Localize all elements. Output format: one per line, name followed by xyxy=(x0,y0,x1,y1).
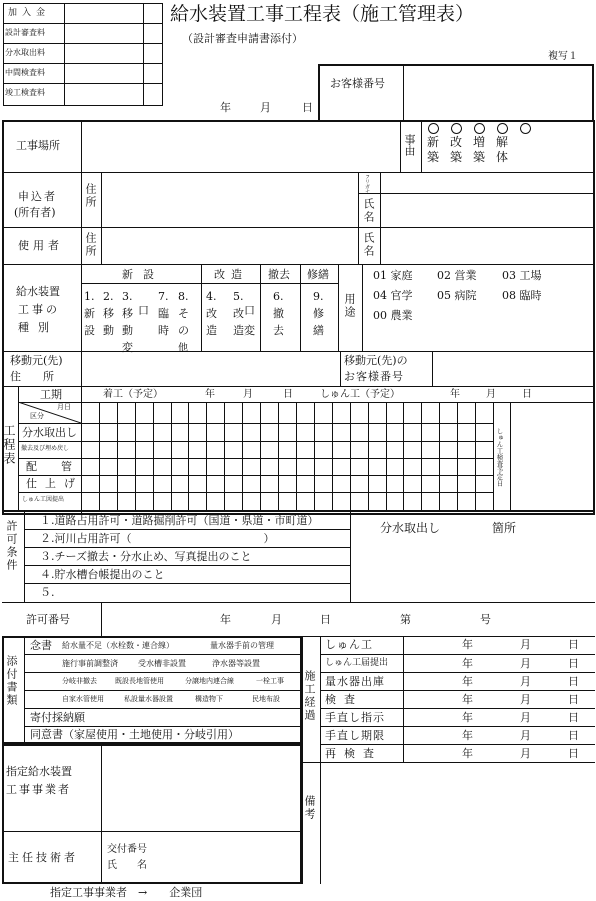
permit-number-month: 月 xyxy=(271,613,282,626)
schedule-grid-line xyxy=(439,402,440,510)
progress-row-day: 日 xyxy=(568,728,579,742)
progress-row-year: 年 xyxy=(462,656,473,670)
radio-icon xyxy=(497,123,508,134)
reason-option-new[interactable]: 新 築 xyxy=(424,123,446,169)
reason-options xyxy=(424,123,544,169)
progress-row[interactable] xyxy=(320,726,595,744)
header-year: 年 xyxy=(220,101,231,114)
schedule-section-header: 区分 xyxy=(30,412,44,420)
schedule-start-year: 年 xyxy=(205,389,215,400)
radio-icon xyxy=(474,123,485,134)
branch-count-unit: 箇所 xyxy=(492,521,517,535)
type-item-8[interactable]: 8. そ の 他 xyxy=(178,290,189,354)
type-label-3: 種別 xyxy=(18,321,58,334)
schedule-row-drawing: しゅん工図提出 xyxy=(22,496,65,503)
schedule-completion-label: しゅん工（予定） xyxy=(320,389,400,400)
applicant-address-label: 住所 xyxy=(84,183,97,209)
type-item-7[interactable]: 7. 臨 時 xyxy=(158,290,169,337)
progress-row-label: 検査 xyxy=(325,692,363,706)
customer-number-box[interactable] xyxy=(318,64,594,120)
schedule-grid-line xyxy=(457,402,458,510)
type-item-4[interactable]: 4. 改 造 xyxy=(206,290,217,337)
progress-row-day: 日 xyxy=(568,746,579,760)
progress-row-day: 日 xyxy=(568,674,579,688)
fee-label-design: 設計審査料 xyxy=(5,28,45,37)
schedule-side-note: しゅん工検査予定日 xyxy=(495,428,504,487)
attach-single-tap[interactable]: 一栓工事 xyxy=(256,677,284,685)
radio-icon xyxy=(428,123,439,134)
reason-option-extend[interactable]: 増 築 xyxy=(470,123,492,169)
header-day: 日 xyxy=(302,101,313,114)
engineer-card-label: 交付番号 xyxy=(107,844,147,855)
progress-row-day: 日 xyxy=(568,710,579,724)
permit-number-input[interactable] xyxy=(102,603,594,635)
progress-row-month: 月 xyxy=(520,674,531,688)
schedule-end-month: 月 xyxy=(486,389,496,400)
progress-row-year: 年 xyxy=(462,710,473,724)
type-group-modify: 改造 xyxy=(214,268,248,281)
relocation-customer-label-2: お客様番号 xyxy=(344,370,404,383)
schedule-grid-line xyxy=(332,402,333,510)
schedule-grid-line xyxy=(171,402,172,510)
attach-donation[interactable]: 寄付採納願 xyxy=(30,711,85,724)
progress-row-label: 手直し指示 xyxy=(325,710,385,724)
type-group-remove: 撤去 xyxy=(268,268,290,281)
permit-number-suffix: 号 xyxy=(480,613,491,626)
schedule-grid-line xyxy=(386,402,387,510)
schedule-grid-line xyxy=(421,402,422,510)
schedule-row-branch: 分水取出し xyxy=(22,426,77,439)
progress-row-day: 日 xyxy=(568,637,579,651)
progress-row[interactable] xyxy=(320,672,595,690)
permit-condition-3[interactable]: ３.チーズ撤去・分水止め、写真提出のこと xyxy=(40,550,252,563)
progress-row-label: 手直し期限 xyxy=(325,728,385,742)
permit-condition-5[interactable]: ５. xyxy=(40,586,55,599)
attach-existing-pipe[interactable]: 既設長地管使用 xyxy=(115,677,164,685)
attach-consent[interactable]: 同意書（家屋使用・土地使用・分岐引用） xyxy=(30,728,239,741)
progress-row-label: 再検査 xyxy=(325,746,382,760)
contractor-label-2: 工事事業者 xyxy=(6,783,71,796)
schedule-grid-line xyxy=(475,402,476,510)
reason-option-demolish[interactable]: 解 体 xyxy=(493,123,515,169)
type-item-6[interactable]: 6. 撤 去 xyxy=(273,290,284,337)
user-address-input[interactable] xyxy=(102,228,357,263)
branch-count-label: 分水取出し xyxy=(380,521,441,535)
remarks-label: 備考 xyxy=(303,795,316,821)
progress-row-month: 月 xyxy=(520,692,531,706)
type-item-3[interactable]: 3. 移 動変 xyxy=(122,290,133,354)
engineer-input[interactable] xyxy=(160,833,300,882)
schedule-grid-line xyxy=(350,402,351,510)
fee-label-interim: 中間検査料 xyxy=(5,68,45,77)
schedule-grid-line xyxy=(135,402,136,510)
schedule-grid-line xyxy=(260,402,261,510)
progress-row-label: 量水器出庫 xyxy=(325,674,385,688)
attach-purifier[interactable]: 浄水器等設置 xyxy=(212,659,260,668)
progress-row-month: 月 xyxy=(520,746,531,760)
attach-private-water[interactable]: 自家水管使用 xyxy=(62,695,104,703)
schedule-date-header: 月日 xyxy=(57,403,71,411)
relocation-from-label-1: 移動元(先) xyxy=(10,354,63,367)
type-group-repair: 修繕 xyxy=(307,268,329,281)
progress-row-day: 日 xyxy=(568,692,579,706)
type-label-1: 給水装置 xyxy=(16,285,60,298)
attach-under-structure[interactable]: 構造物下 xyxy=(195,695,223,703)
progress-row[interactable] xyxy=(320,636,595,654)
radio-icon xyxy=(451,123,462,134)
schedule-grid-line xyxy=(278,402,279,510)
usage-option-hospital[interactable]: 05 病院 xyxy=(437,289,477,302)
usage-option-factory[interactable]: 03 工場 xyxy=(502,269,542,282)
schedule-grid-line xyxy=(296,402,297,510)
schedule-row-piping: 配管 xyxy=(26,460,96,473)
fee-label-entry: 加入金 xyxy=(8,8,51,18)
progress-row-year: 年 xyxy=(462,728,473,742)
schedule-grid-line xyxy=(242,402,243,510)
applicant-label: 申込者 xyxy=(18,190,57,203)
attachments-label: 添付書類 xyxy=(5,655,18,707)
fee-label-branch: 分水取出料 xyxy=(5,48,45,57)
attach-pre-adjusted[interactable]: 施行事前調整済 xyxy=(62,659,118,668)
type-item-1[interactable]: 1. 新 設 xyxy=(84,290,95,337)
progress-label: 施工経過 xyxy=(303,670,316,722)
usage-label: 用途 xyxy=(343,293,356,319)
attach-private-meter[interactable]: 私設量水器設置 xyxy=(124,695,173,703)
progress-row-month: 月 xyxy=(520,637,531,651)
attach-memo[interactable]: 念書 xyxy=(30,639,52,652)
attach-branch-keep[interactable]: 分岐非撤去 xyxy=(62,677,97,685)
contractor-input[interactable] xyxy=(102,746,300,830)
schedule-row-backfill: 撤去及び埋め戻し xyxy=(21,445,70,452)
type-item-2[interactable]: 2. 移 動 xyxy=(103,290,114,337)
progress-row-year: 年 xyxy=(462,674,473,688)
attach-private-land[interactable]: 民地布設 xyxy=(252,695,280,703)
user-label: 使用者 xyxy=(18,239,63,252)
schedule-grid-line xyxy=(314,402,315,510)
footer-note: 指定工事事業者 → 企業団 xyxy=(50,886,203,899)
site-input[interactable] xyxy=(82,121,400,171)
progress-row-label: しゅん工届提出 xyxy=(325,657,389,668)
progress-row-month: 月 xyxy=(520,656,531,670)
schedule-period-label: 工期 xyxy=(40,388,62,401)
schedule-start-label: 着工（予定） xyxy=(103,389,163,400)
schedule-start-month: 月 xyxy=(243,389,253,400)
progress-row-year: 年 xyxy=(462,637,473,651)
progress-row[interactable] xyxy=(320,654,595,672)
schedule-end-year: 年 xyxy=(450,389,460,400)
schedule-grid-line xyxy=(368,402,369,510)
progress-table xyxy=(320,636,595,762)
schedule-grid-line xyxy=(224,402,225,510)
permit-number-year: 年 xyxy=(220,613,231,626)
schedule-row-finish: 仕上げ xyxy=(26,477,83,490)
header-month: 月 xyxy=(260,101,271,114)
reason-option-rebuild[interactable]: 改 築 xyxy=(447,123,469,169)
fee-label-final: 竣工検査料 xyxy=(5,88,45,97)
attach-subdivision[interactable]: 分譲地内連合線 xyxy=(185,677,234,685)
progress-row-year: 年 xyxy=(462,746,473,760)
schedule-grid-line xyxy=(188,402,189,510)
permit-number-label: 許可番号 xyxy=(26,613,70,626)
progress-row[interactable] xyxy=(320,744,595,762)
permit-number-prefix: 第 xyxy=(400,613,411,626)
schedule-label: 工程表 xyxy=(2,424,16,466)
progress-row-day: 日 xyxy=(568,656,579,670)
permit-condition-2[interactable]: ２.河川占用許可（ ） xyxy=(40,532,275,545)
progress-row-label: しゅん工 xyxy=(325,637,373,651)
progress-row-year: 年 xyxy=(462,692,473,706)
schedule-grid-line xyxy=(403,402,404,510)
remarks-input[interactable] xyxy=(321,763,594,883)
permit-condition-4[interactable]: ４.貯水槽台帳提出のこと xyxy=(40,568,165,581)
relocation-from-label-2: 住 所 xyxy=(10,370,54,383)
relocation-customer-label-1: 移動元(先)の xyxy=(344,354,408,367)
attach-insufficient-flow[interactable]: 給水量不足（水栓数・連合線） xyxy=(62,641,174,650)
permits-label: 許可条件 xyxy=(5,520,18,572)
permit-condition-1[interactable]: １.道路占用許可・道路掘削許可（国道・県道・市町道） xyxy=(40,514,319,527)
page-subtitle: （設計審査申請書添付） xyxy=(182,32,303,45)
engineer-name-label: 氏 名 xyxy=(107,860,147,871)
type-item-9[interactable]: 9. 修 繕 xyxy=(313,290,324,337)
relocation-customer-input[interactable] xyxy=(433,352,594,385)
usage-option-home[interactable]: 01 家庭 xyxy=(373,269,413,282)
site-label: 工事場所 xyxy=(16,139,60,152)
progress-row-month: 月 xyxy=(520,710,531,724)
permit-number-day: 日 xyxy=(320,613,331,626)
applicant-furigana-input[interactable] xyxy=(381,173,594,192)
schedule-grid-line xyxy=(117,402,118,510)
schedule-grid-line xyxy=(153,402,154,510)
usage-option-business[interactable]: 02 営業 xyxy=(437,269,477,282)
schedule-grid[interactable] xyxy=(81,402,493,510)
schedule-header-diagonal xyxy=(18,402,81,423)
page-title: 給水装置工事工程表（施工管理表） xyxy=(170,3,475,25)
relocation-address-input[interactable] xyxy=(82,352,340,385)
type-label-2: 工事の xyxy=(18,303,60,316)
schedule-end-day: 日 xyxy=(522,389,532,400)
customer-number-label: お客様番号 xyxy=(330,77,385,90)
reason-option-other[interactable] xyxy=(516,123,538,169)
usage-option-temporary[interactable]: 08 臨時 xyxy=(502,289,542,302)
applicant-furigana-label: フリガナ xyxy=(364,174,370,194)
type-group-new: 新設 xyxy=(122,268,164,281)
user-name-input[interactable] xyxy=(381,228,594,263)
user-name-label: 氏名 xyxy=(362,232,375,258)
engineer-label: 主任技術者 xyxy=(8,851,78,864)
progress-row[interactable] xyxy=(320,708,595,726)
applicant-address-input[interactable] xyxy=(102,173,357,226)
contractor-label-1: 指定給水装置 xyxy=(6,765,72,778)
attach-meter-control[interactable]: 量水器手前の管理 xyxy=(210,641,274,650)
applicant-name-label: 氏名 xyxy=(362,198,375,224)
user-address-label: 住所 xyxy=(84,232,97,258)
usage-option-public[interactable]: 04 官学 xyxy=(373,289,413,302)
copy-label: 複写１ xyxy=(548,51,578,62)
progress-row-month: 月 xyxy=(520,728,531,742)
applicant-name-input[interactable] xyxy=(381,194,594,226)
reason-label: 事由 xyxy=(403,134,416,156)
progress-row[interactable] xyxy=(320,690,595,708)
schedule-grid-line xyxy=(99,402,100,510)
usage-option-agriculture[interactable]: 00 農業 xyxy=(373,309,413,322)
applicant-sublabel: (所有者) xyxy=(14,206,56,219)
radio-icon xyxy=(520,123,531,134)
schedule-start-day: 日 xyxy=(283,389,293,400)
type-item-5[interactable]: 5. 改 造変 xyxy=(233,290,255,337)
attach-no-tank[interactable]: 受水槽非設置 xyxy=(138,659,186,668)
schedule-grid-line xyxy=(206,402,207,510)
